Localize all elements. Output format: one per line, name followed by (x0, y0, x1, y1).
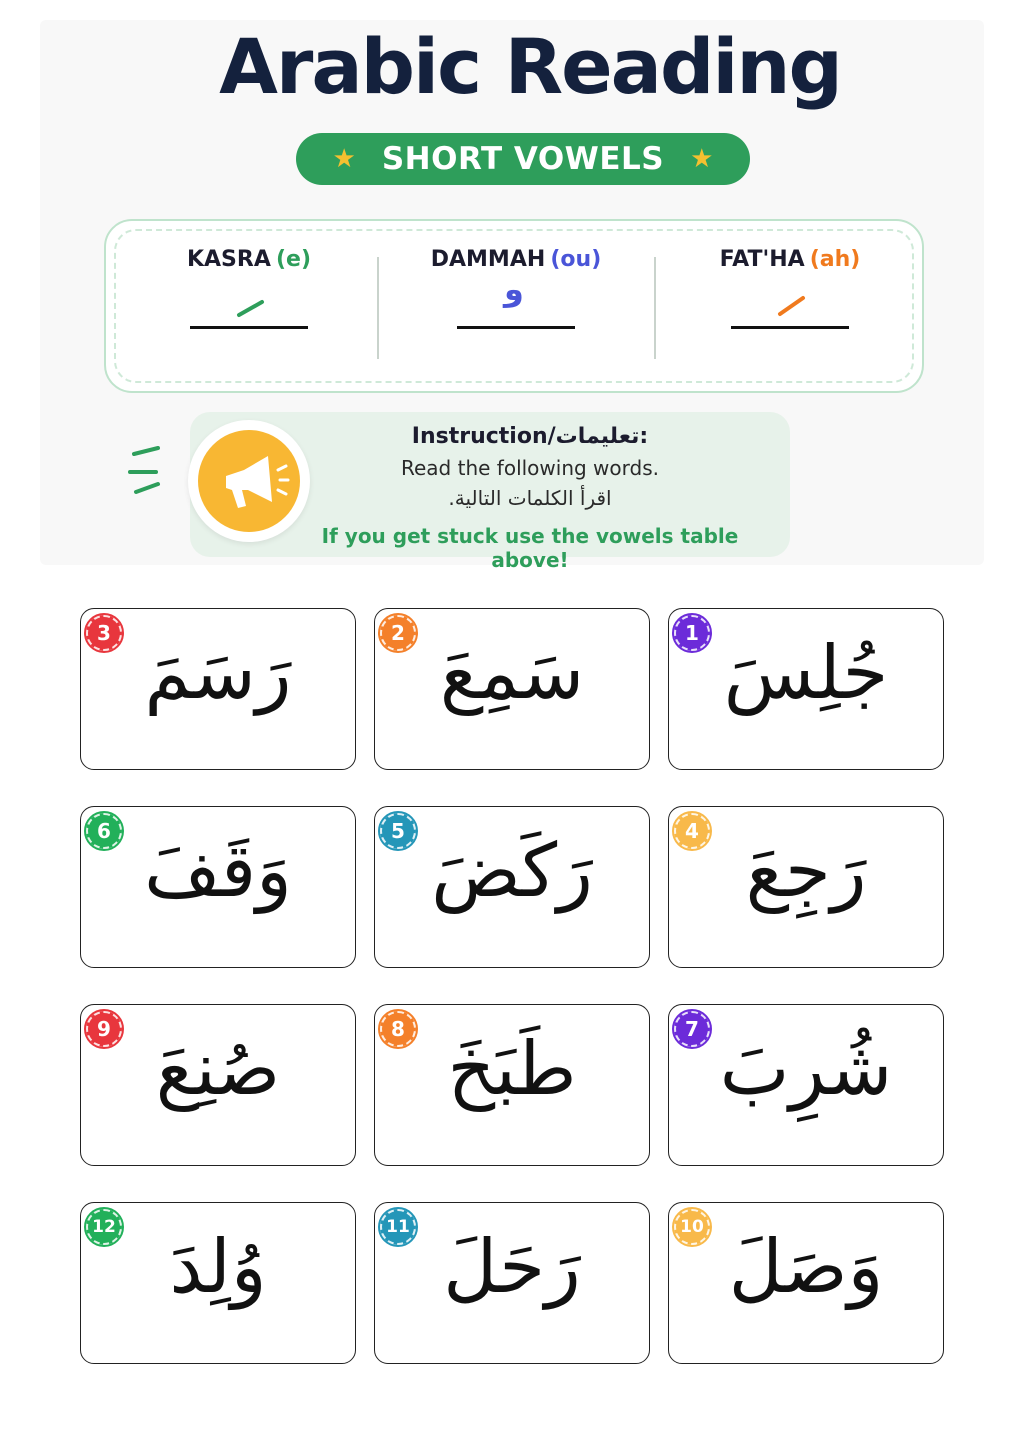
arabic-word: صُنِعَ (155, 1026, 281, 1112)
vowel-dammah (416, 247, 616, 329)
vowel-name: DAMMAH (430, 247, 546, 272)
letter-baseline (457, 326, 575, 329)
arabic-word: سَمِعَ (439, 630, 585, 716)
fatha-mark-icon (690, 272, 890, 326)
star-icon: ★ (332, 144, 356, 174)
divider (654, 257, 656, 359)
letter-baseline (731, 326, 849, 329)
card-number-badge: 4 (674, 813, 710, 849)
word-card (80, 608, 356, 770)
page-title: Arabic Reading (219, 22, 841, 111)
instruction-tip: If you get stuck use the vowels table above! (321, 524, 739, 572)
arabic-word: وَقَفَ (144, 828, 292, 914)
subtitle-ribbon (296, 133, 750, 185)
card-number-badge: 5 (380, 813, 416, 849)
card-number-badge: 11 (380, 1209, 416, 1245)
vowel-hint: (ah) (809, 247, 861, 272)
word-card (668, 1004, 944, 1166)
arabic-word: رَحَلَ (443, 1224, 581, 1310)
word-card (668, 1202, 944, 1364)
card-number-badge: 6 (86, 813, 122, 849)
arabic-word: رَكَضَ (431, 828, 593, 914)
card-number-badge: 8 (380, 1011, 416, 1047)
card-number-badge: 12 (86, 1209, 122, 1245)
vowels-table (104, 219, 924, 393)
arabic-word: رَجِعَ (745, 828, 867, 914)
word-card (80, 1202, 356, 1364)
word-card (374, 806, 650, 968)
word-card (374, 608, 650, 770)
card-number-badge: 9 (86, 1011, 122, 1047)
card-number-badge: 10 (674, 1209, 710, 1245)
arabic-word: شُرِبَ (719, 1026, 893, 1112)
vowel-name: KASRA (186, 247, 271, 272)
arabic-word: جُلِسَ (723, 630, 889, 716)
word-card (374, 1004, 650, 1166)
kasra-mark-icon (149, 272, 349, 326)
dammah-mark-icon: و (504, 270, 524, 308)
instruction-arabic: اقرأ الكلمات التالية. (448, 486, 612, 510)
vowel-name: FAT'HA (719, 247, 805, 272)
instruction-title: Instruction/تعليمات: (411, 424, 649, 449)
word-card (668, 608, 944, 770)
vowel-hint: (e) (275, 247, 311, 272)
card-number-badge: 7 (674, 1011, 710, 1047)
vowel-hint: (ou) (550, 247, 602, 272)
letter-baseline (190, 326, 308, 329)
card-number-badge: 1 (674, 615, 710, 651)
arabic-word: وَصَلَ (728, 1224, 884, 1310)
card-number-badge: 3 (86, 615, 122, 651)
word-card (80, 1004, 356, 1166)
vowel-kasra (149, 247, 349, 329)
divider (377, 257, 379, 359)
word-card (80, 806, 356, 968)
instruction-english: Read the following words. (401, 456, 659, 480)
sparkle-lines-icon (126, 444, 166, 504)
arabic-word: طَبَخَ (447, 1026, 577, 1112)
star-icon: ★ (690, 144, 714, 174)
arabic-word: وُلِدَ (169, 1224, 267, 1310)
subtitle-label: SHORT VOWELS (381, 141, 665, 177)
word-card (668, 806, 944, 968)
word-card (374, 1202, 650, 1364)
arabic-word: رَسَمَ (144, 630, 292, 716)
card-number-badge: 2 (380, 615, 416, 651)
vowel-fatha (690, 247, 890, 329)
